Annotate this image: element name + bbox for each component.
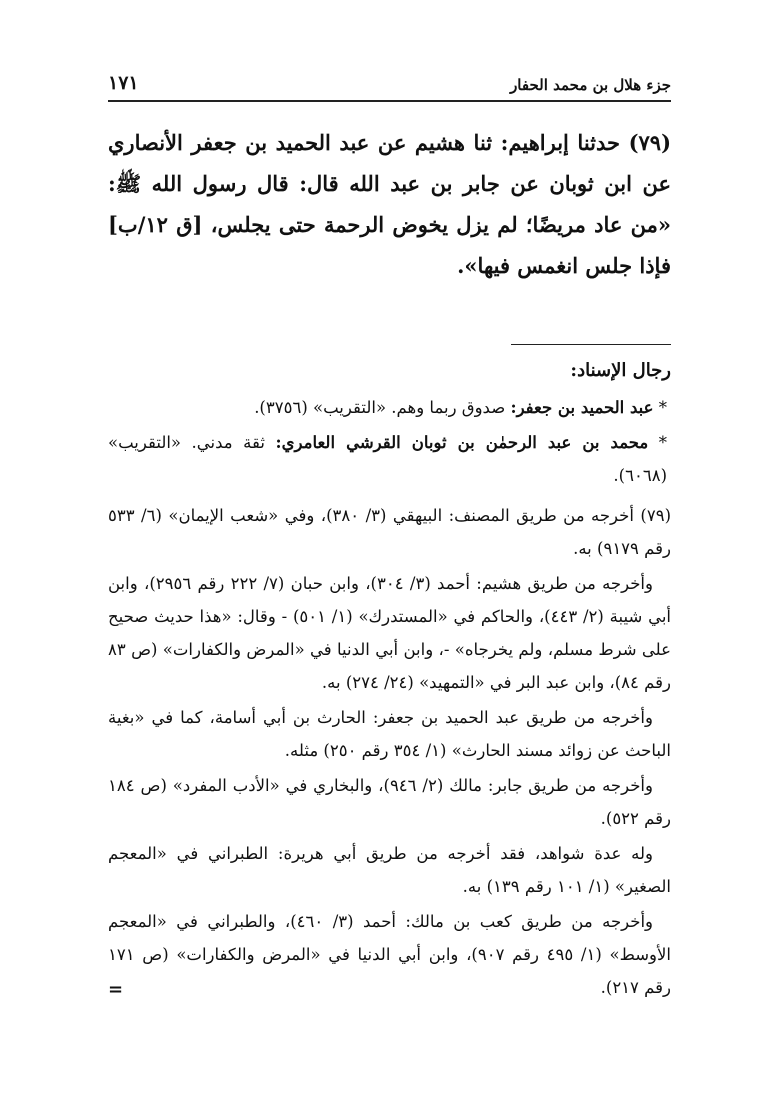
narrator-name: محمد بن عبد الرحمٰن بن ثوبان القرشي العامري:: [275, 433, 649, 452]
hadith-number: (٧٩): [628, 130, 671, 155]
page-header: [108, 72, 671, 102]
takhrij-paragraph: وأخرجه من طريق كعب بن مالك: أحمد (٣/ ٤٦٠)، والطبراني في «المعجم الأوسط» (١/ ٤٩٥ رقم ٩٠٧)، وابن أبي الدنيا في «المرض والكفارات» (ص ١٧١ رقم ٢١٧).: [108, 912, 672, 997]
footnotes: [108, 354, 671, 1006]
takhrij-paragraph: وله عدة شواهد، فقد أخرجه من طريق أبي هريرة: الطبراني في «المعجم الصغير» (١/ ١٠١ رقم ١٣٩) به.: [108, 844, 671, 896]
separator: [108, 494, 671, 495]
narrator-grading: ثقة مدني. «التقريب» (٦٠٦٨).: [108, 433, 667, 485]
narrator-bio: [108, 391, 671, 424]
narrator-name: عبد الحميد بن جعفر:: [510, 398, 654, 417]
takhrij-paragraph: وأخرجه من طريق جابر: مالك (٢/ ٩٤٦)، والبخاري في «الأدب المفرد» (ص ١٨٤ رقم ٥٢٢).: [108, 776, 671, 828]
hadith-text: [108, 122, 671, 286]
takhrij-paragraph: وأخرجه من طريق عبد الحميد بن جعفر: الحارث بن أبي أسامة، كما في «بغية الباحث عن زوائد مسند الحارث» (١/ ٣٥٤ رقم ٢٥٠) مثله.: [108, 708, 671, 760]
continuation-mark: =: [108, 979, 124, 1000]
hadith-matn: «من عاد مريضًا؛ لم يزل يخوض الرحمة حتى يجلس، [ق ١٢/ب] فإذا جلس انغمس فيها».: [108, 212, 671, 278]
narrators-heading: رجال الإسناد:: [570, 360, 671, 381]
narrator-grading: صدوق ربما وهم. «التقريب» (٣٧٥٦).: [254, 398, 506, 417]
takhrij-paragraph: وأخرجه من طريق هشيم: أحمد (٣/ ٣٠٤)، وابن حبان (٧/ ٢٢٢ رقم ٢٩٥٦)، وابن أبي شيبة (٢/ ٤٤٣)، والحاكم في «المستدرك» (١/ ٥٠١) - وقال: «هذا حديث صحيح على شرط مسلم، ولم يخرجاه» -، وابن أبي الدنيا في «المرض والكفارات» (ص ٨٣ رقم ٨٤)، وابن عبد البر في «التمهيد» (٢٤/ ٢٧٤) به.: [108, 574, 671, 692]
takhrij-paragraph: (٧٩) أخرجه من طريق المصنف: البيهقي (٣/ ٣٨٠)، وفي «شعب الإيمان» (٦/ ٥٣٣ رقم ٩١٧٩) به.: [108, 506, 671, 558]
narrator-bio: [108, 426, 671, 492]
footnote-divider: [511, 344, 671, 345]
bullet-star: *: [658, 433, 668, 452]
hadith-isnad: حدثنا إبراهيم: ثنا هشيم عن عبد الحميد بن جعفر الأنصاري عن ابن ثوبان عن جابر بن عبد الله قال: قال رسول الله ﷺ:: [108, 130, 671, 196]
bullet-star: *: [658, 398, 667, 417]
page-number: ١٧١: [108, 72, 139, 94]
running-title: جزء هلال بن محمد الحفار: [510, 76, 671, 94]
